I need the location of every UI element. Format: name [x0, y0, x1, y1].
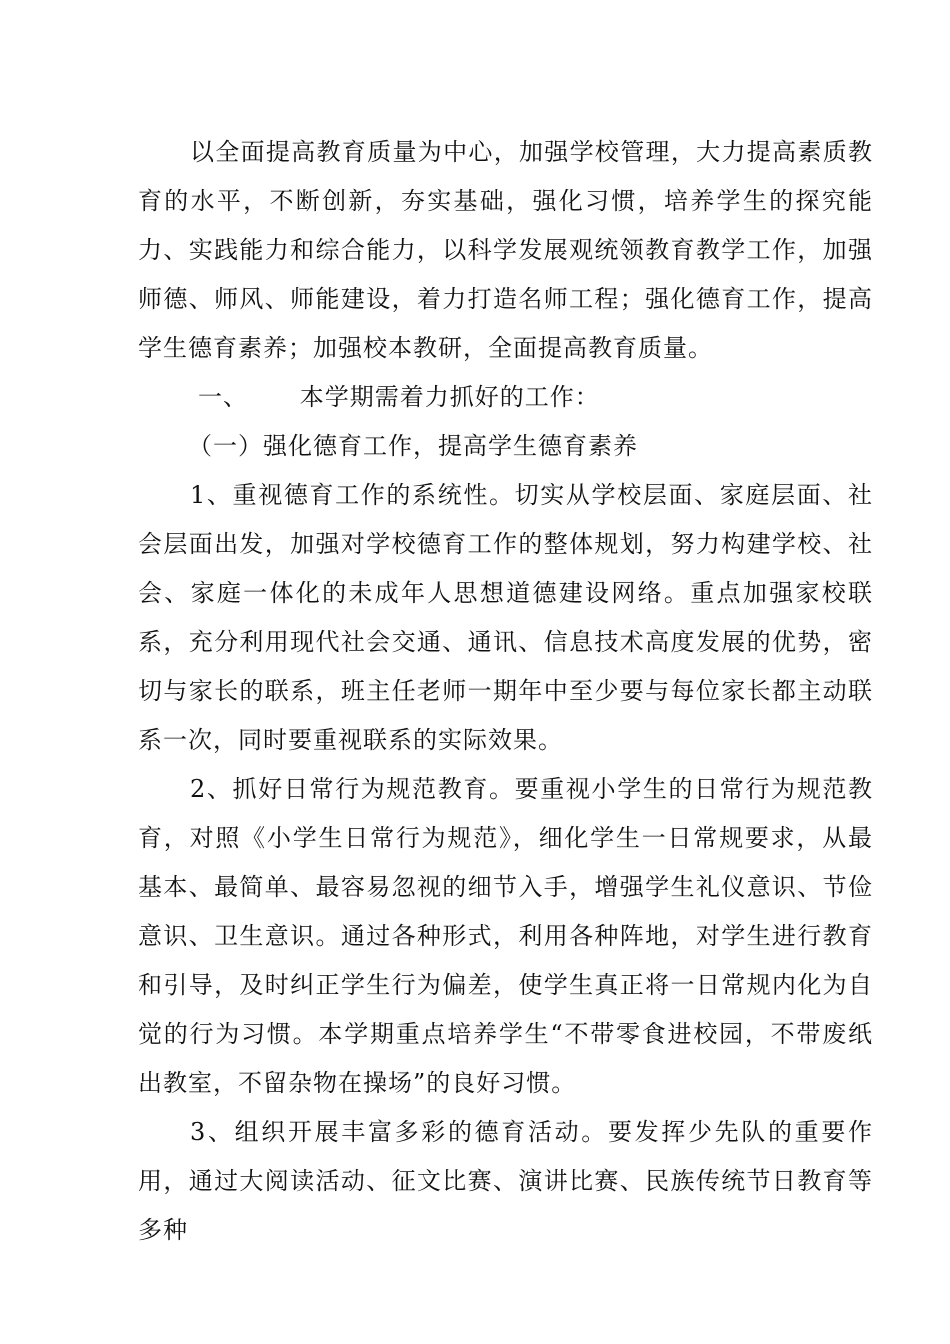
section-heading [138, 373, 873, 422]
item-paragraph-1: 1、重视德育工作的系统性。切实从学校层面、家庭层面、社会层面出发，加强对学校德育工作的整体规划，努力构建学校、社会、家庭一体化的未成年人思想道德建设网络。重点加强家校联系，充分利用现代社会交通、通讯、信息技术高度发展的优势，密切与家长的联系，班主任老师一期年中至少要与每位家长都主动联系一次，同时要重视联系的实际效果。 [138, 481, 873, 754]
item-paragraph-2: 2、抓好日常行为规范教育。要重视小学生的日常行为规范教育，对照《小学生日常行为规范》，细化学生一日常规要求，从最基本、最简单、最容易忽视的细节入手，增强学生礼仪意识、节俭意识、卫生意识。通过各种形式，利用各种阵地，对学生进行教育和引导，及时纠正学生行为偏差，使学生真正将一日常规内化为自觉的行为习惯。本学期重点培养学生“不带零食进校园，不带废纸出教室，不留杂物在操场”的良好习惯。 [138, 775, 873, 1097]
subsection-heading: （一）强化德育工作，提高学生德育素养 [188, 432, 638, 460]
document-body [138, 128, 873, 1255]
item-paragraph-3: 3、组织开展丰富多彩的德育活动。要发挥少先队的重要作用，通过大阅读活动、征文比赛、演讲比赛、民族传统节日教育等多种 [138, 1118, 873, 1244]
section-number: 一、 [198, 383, 248, 411]
section-title: 本学期需着力抓好的工作： [299, 383, 600, 411]
intro-paragraph: 以全面提高教育质量为中心，加强学校管理，大力提高素质教育的水平，不断创新，夯实基础，强化习惯，培养学生的探究能力、实践能力和综合能力，以科学发展观统领教育教学工作，加强师德、师风、师能建设，着力打造名师工程；强化德育工作，提高学生德育素养；加强校本教研，全面提高教育质量。 [138, 138, 873, 362]
